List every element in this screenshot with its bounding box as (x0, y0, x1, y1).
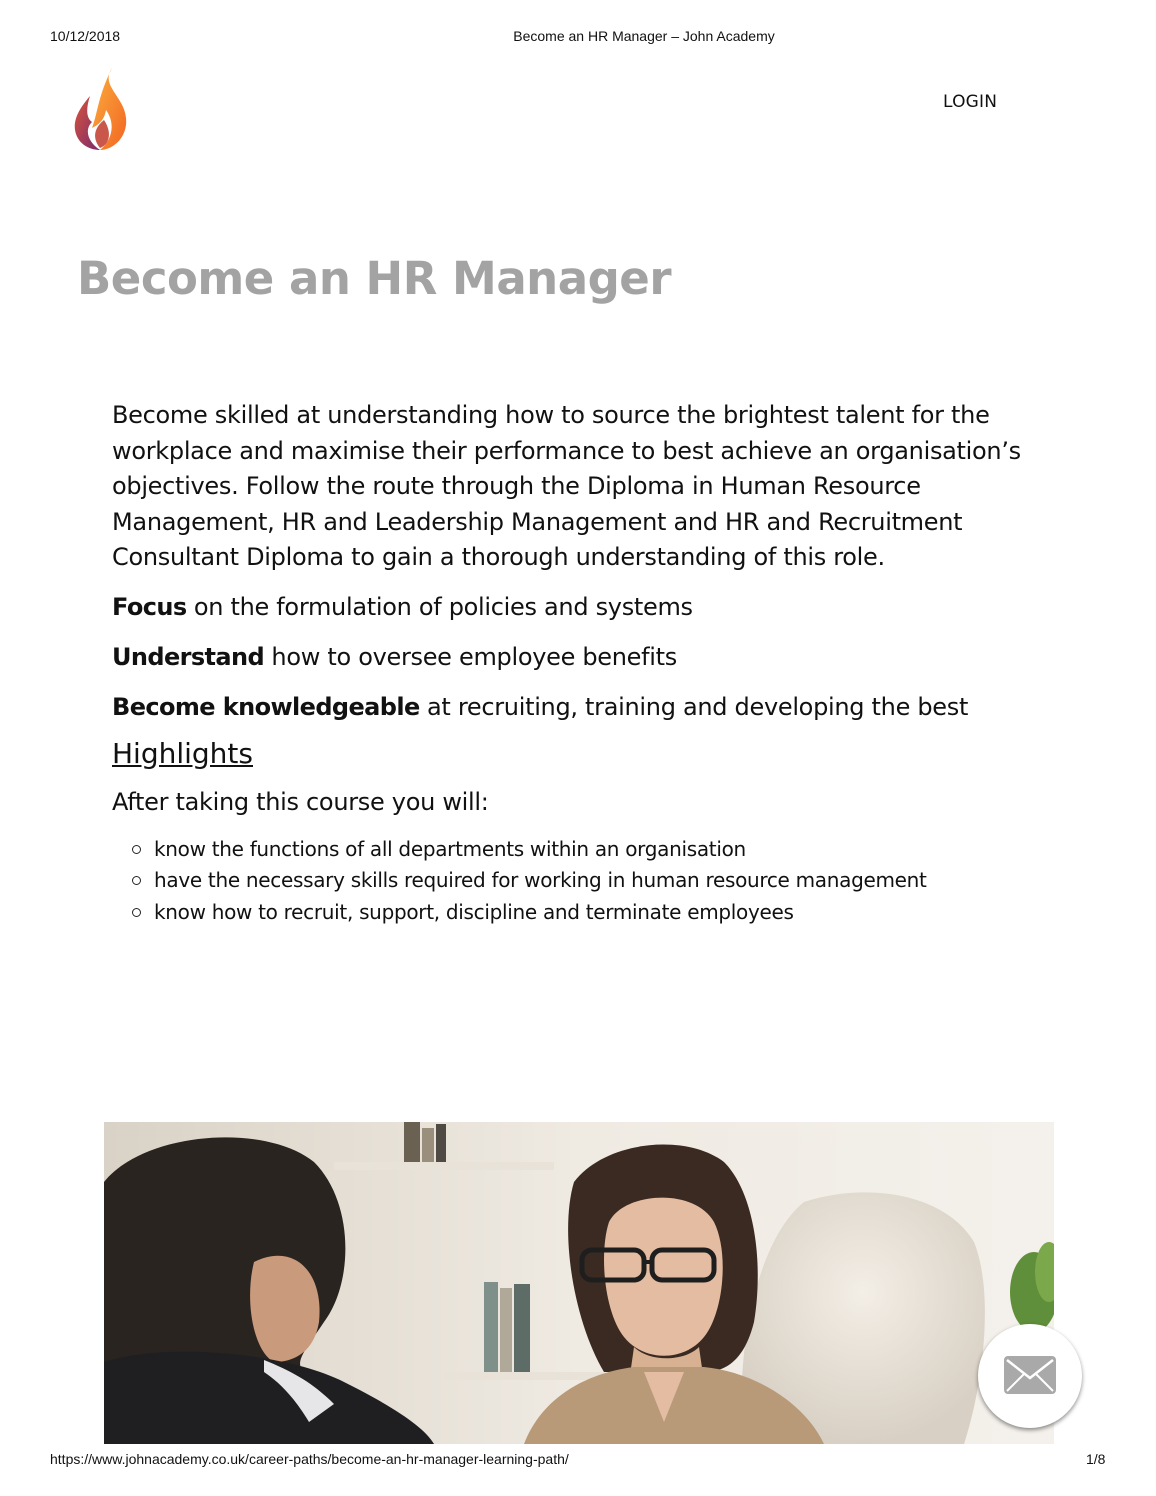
point-understand (112, 638, 1052, 676)
page-title: Become an HR Manager (77, 252, 672, 305)
point-become-knowledgeable (112, 688, 1052, 726)
list-item: know the functions of all departments within an organisation (132, 834, 1052, 866)
after-taking-text: After taking this course you will: (112, 787, 489, 816)
login-link[interactable]: LOGIN (943, 92, 998, 112)
bullet-circle-icon (132, 845, 141, 854)
highlights-heading: Highlights (112, 736, 253, 770)
print-page-title: Become an HR Manager – John Academy (513, 28, 775, 44)
envelope-icon (1004, 1356, 1056, 1394)
hero-photo (104, 1122, 1054, 1444)
point-strong: Understand (112, 642, 265, 671)
bullet-circle-icon (132, 876, 141, 885)
point-strong: Become knowledgeable (112, 692, 420, 721)
contact-mail-button[interactable] (978, 1324, 1082, 1428)
print-url: https://www.johnacademy.co.uk/career-paths/become-an-hr-manager-learning-path/ (50, 1451, 569, 1467)
point-focus (112, 588, 1052, 626)
print-page-number: 1/8 (1086, 1451, 1106, 1467)
print-date: 10/12/2018 (50, 28, 121, 44)
intro-paragraph: Become skilled at understanding how to source the brightest talent for the workplace and maximise their performance to best achieve an organisation’s objectives. Follow the route through the Diploma in Human Resource Management, HR and Leadership Management and HR and Recruitment Consultant Diploma to gain a thorough understanding of this role. (112, 401, 1021, 571)
point-strong: Focus (112, 592, 187, 621)
print-header (0, 28, 1156, 48)
flame-logo-icon[interactable] (70, 66, 136, 152)
highlights-list (112, 834, 1052, 929)
point-text: at recruiting, training and developing the best (419, 692, 969, 721)
bullet-circle-icon (132, 908, 141, 917)
point-text: on the formulation of policies and systems (186, 592, 693, 621)
logo-wordmark (160, 72, 330, 152)
point-text: how to oversee employee benefits (264, 642, 677, 671)
list-item: know how to recruit, support, discipline and terminate employees (132, 897, 1052, 929)
list-item: have the necessary skills required for working in human resource management (132, 865, 1052, 897)
main-content (112, 398, 1052, 928)
print-footer (0, 1451, 1156, 1471)
